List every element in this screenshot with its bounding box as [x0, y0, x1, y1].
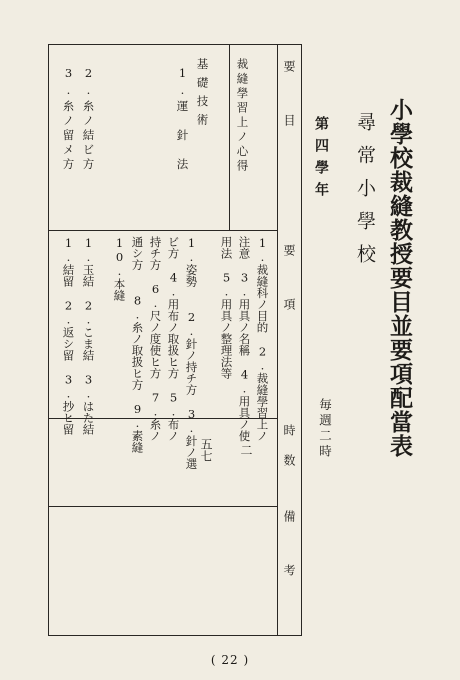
row2-item-line: 10.本縫 [112, 236, 127, 301]
row1-topic: 裁縫學習上ノ心得 [235, 58, 250, 174]
row-divider-1 [229, 44, 230, 230]
row2-item-line: 1.姿勢 2.針ノ持チ方 3.針ノ選 [184, 236, 199, 470]
row2-hours: 五七 [199, 438, 213, 462]
row1-item-line: 注意 3.用具ノ名稱 4.用具ノ使 [237, 236, 252, 442]
header-youmoku: 要 目 [282, 60, 296, 132]
section-divider-notes [48, 506, 277, 507]
row2-topic: 基礎技術 [195, 58, 210, 132]
header-youkou: 要 項 [282, 244, 296, 316]
row2-item-line: 通シ方 8.糸ノ取扱ヒ方 9.素縫 [130, 236, 145, 453]
weekly-hours: 毎週二時 [317, 398, 333, 460]
document-title: 小學校裁縫教授要目並要項配當表 [386, 98, 413, 458]
row2-item-line: 1.結留 2.返シ留 3.抄ヒ留 [61, 236, 76, 435]
row2-item-line: 持チ方 6.尺ノ度使ヒ方 7.糸ノ [148, 236, 163, 442]
row1-item-line: 用法 5.用具ノ整理法等 [219, 236, 234, 379]
school-type: 尋常小學校 [354, 112, 376, 277]
row1-item-line: 1.裁縫科ノ目的 2.裁縫學習上ノ [255, 236, 270, 442]
header-bikou: 備 考 [282, 510, 296, 582]
row2-subtopic: 2.糸ノ結ビ方 [81, 66, 96, 173]
row2-subtopic: 1.運 針 法 [175, 66, 190, 173]
row2-subtopic: 3.糸ノ留メ方 [61, 66, 76, 173]
header-column-divider [277, 44, 278, 636]
row1-hours: 二 [239, 444, 253, 456]
school-year: 第四學年 [313, 116, 329, 204]
section-divider-items [48, 230, 277, 231]
row2-item-line: 1.玉結 2.こま結 3.はた結 [81, 236, 96, 435]
page-number: ( 22 ) [210, 653, 250, 667]
row2-item-line: ビ方 4.用布ノ取扱ヒ方 5.布ノ [166, 236, 181, 442]
header-jisuu: 時 数 [282, 424, 296, 469]
